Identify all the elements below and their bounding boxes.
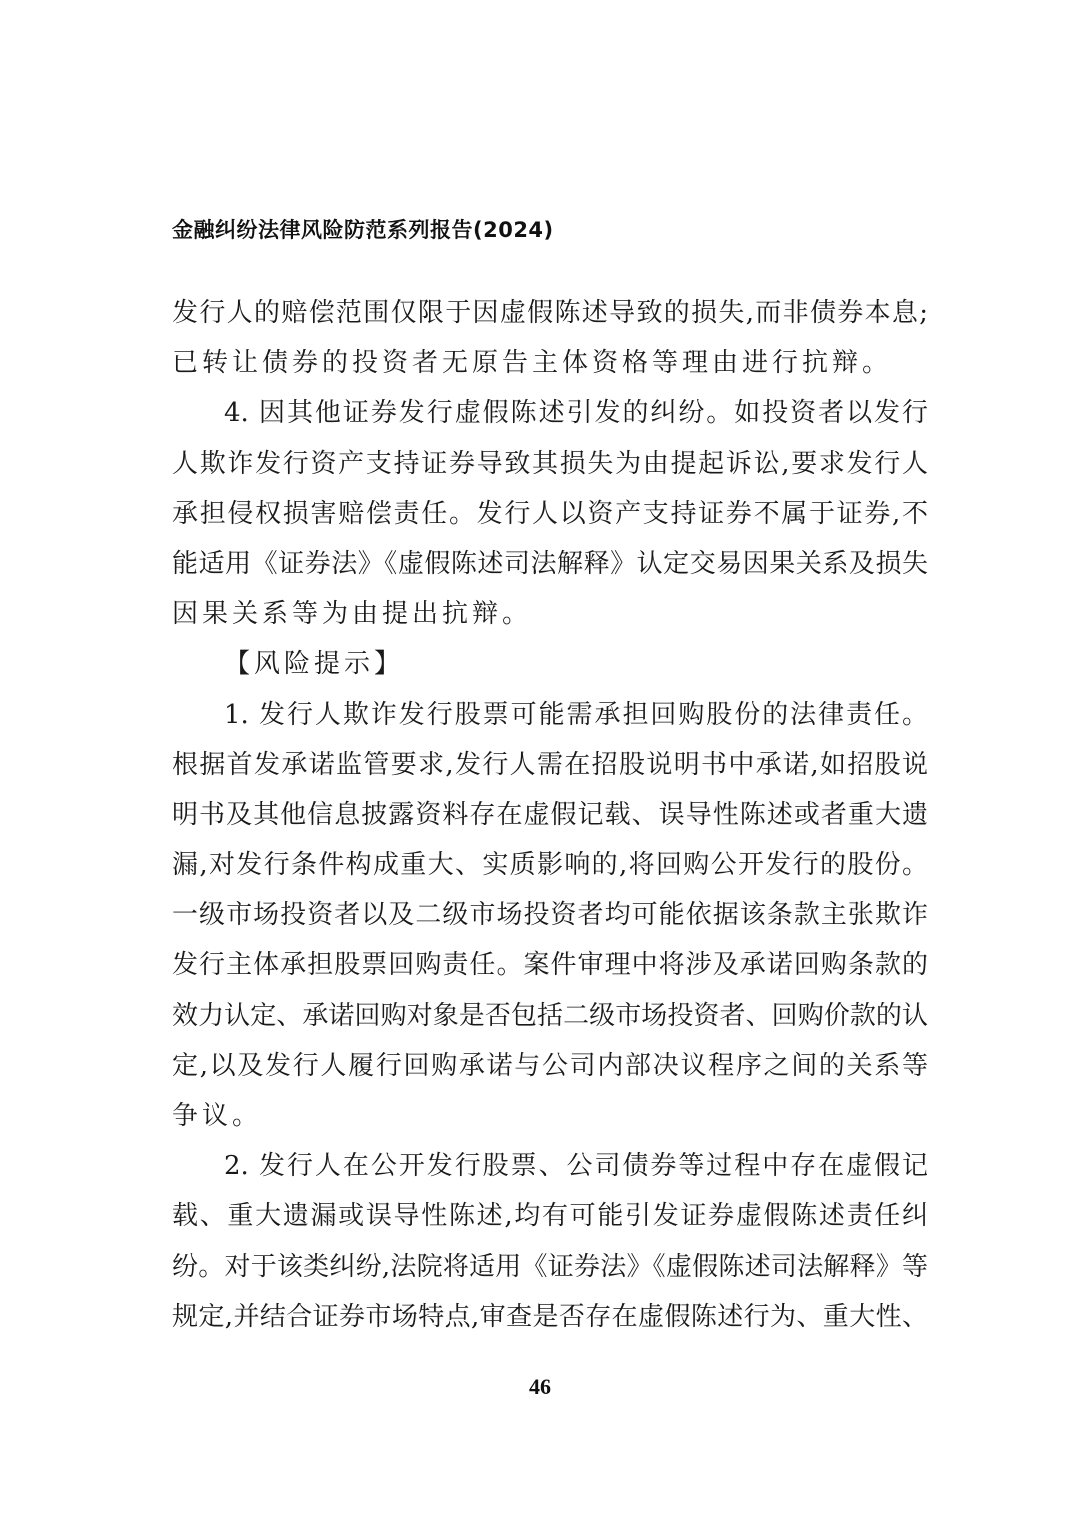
body-text [172, 288, 928, 1342]
text-line: 4. 因其他证券发行虚假陈述引发的纠纷。如投资者以发行 [224, 398, 928, 429]
text-line: 明书及其他信息披露资料存在虚假记载、误导性陈述或者重大遗 [172, 799, 928, 830]
text-line: 载、重大遗漏或误导性陈述,均有可能引发证券虚假陈述责任纠 [172, 1201, 928, 1232]
text-line: 1. 发行人欺诈发行股票可能需承担回购股份的法律责任。 [224, 699, 928, 730]
text-line: 一级市场投资者以及二级市场投资者均可能依据该条款主张欺诈 [172, 900, 928, 931]
text-line: 发行人的赔偿范围仅限于因虚假陈述导致的损失,而非债券本息; [172, 298, 928, 328]
text-line: 人欺诈发行资产支持证券导致其损失为由提起诉讼,要求发行人 [172, 448, 928, 479]
section-heading: 【风险提示】 [224, 649, 405, 680]
running-header: 金融纠纷法律风险防范系列报告(2024) [172, 218, 554, 242]
page-number: 46 [529, 1374, 551, 1399]
text-line: 已转让债券的投资者无原告主体资格等理由进行抗辩。 [172, 348, 893, 379]
text-line: 定,以及发行人履行回购承诺与公司内部决议程序之间的关系等 [172, 1050, 928, 1081]
text-line: 争议。 [172, 1101, 263, 1131]
text-line: 能适用《证券法》《虚假陈述司法解释》认定交易因果关系及损失 [172, 548, 928, 579]
text-line: 效力认定、承诺回购对象是否包括二级市场投资者、回购价款的认 [172, 1000, 928, 1031]
text-line: 2. 发行人在公开发行股票、公司债券等过程中存在虚假记 [224, 1151, 928, 1182]
text-line: 发行主体承担股票回购责任。案件审理中将涉及承诺回购条款的 [172, 950, 928, 981]
text-line: 根据首发承诺监管要求,发行人需在招股说明书中承诺,如招股说 [172, 749, 928, 780]
text-line: 纷。对于该类纠纷,法院将适用《证券法》《虚假陈述司法解释》等 [172, 1251, 928, 1282]
text-line: 规定,并结合证券市场特点,审查是否存在虚假陈述行为、重大性、 [172, 1301, 928, 1332]
text-line: 漏,对发行条件构成重大、实质影响的,将回购公开发行的股份。 [172, 850, 928, 881]
text-line: 承担侵权损害赔偿责任。发行人以资产支持证券不属于证券,不 [172, 498, 928, 529]
text-line: 因果关系等为由提出抗辩。 [172, 599, 533, 630]
